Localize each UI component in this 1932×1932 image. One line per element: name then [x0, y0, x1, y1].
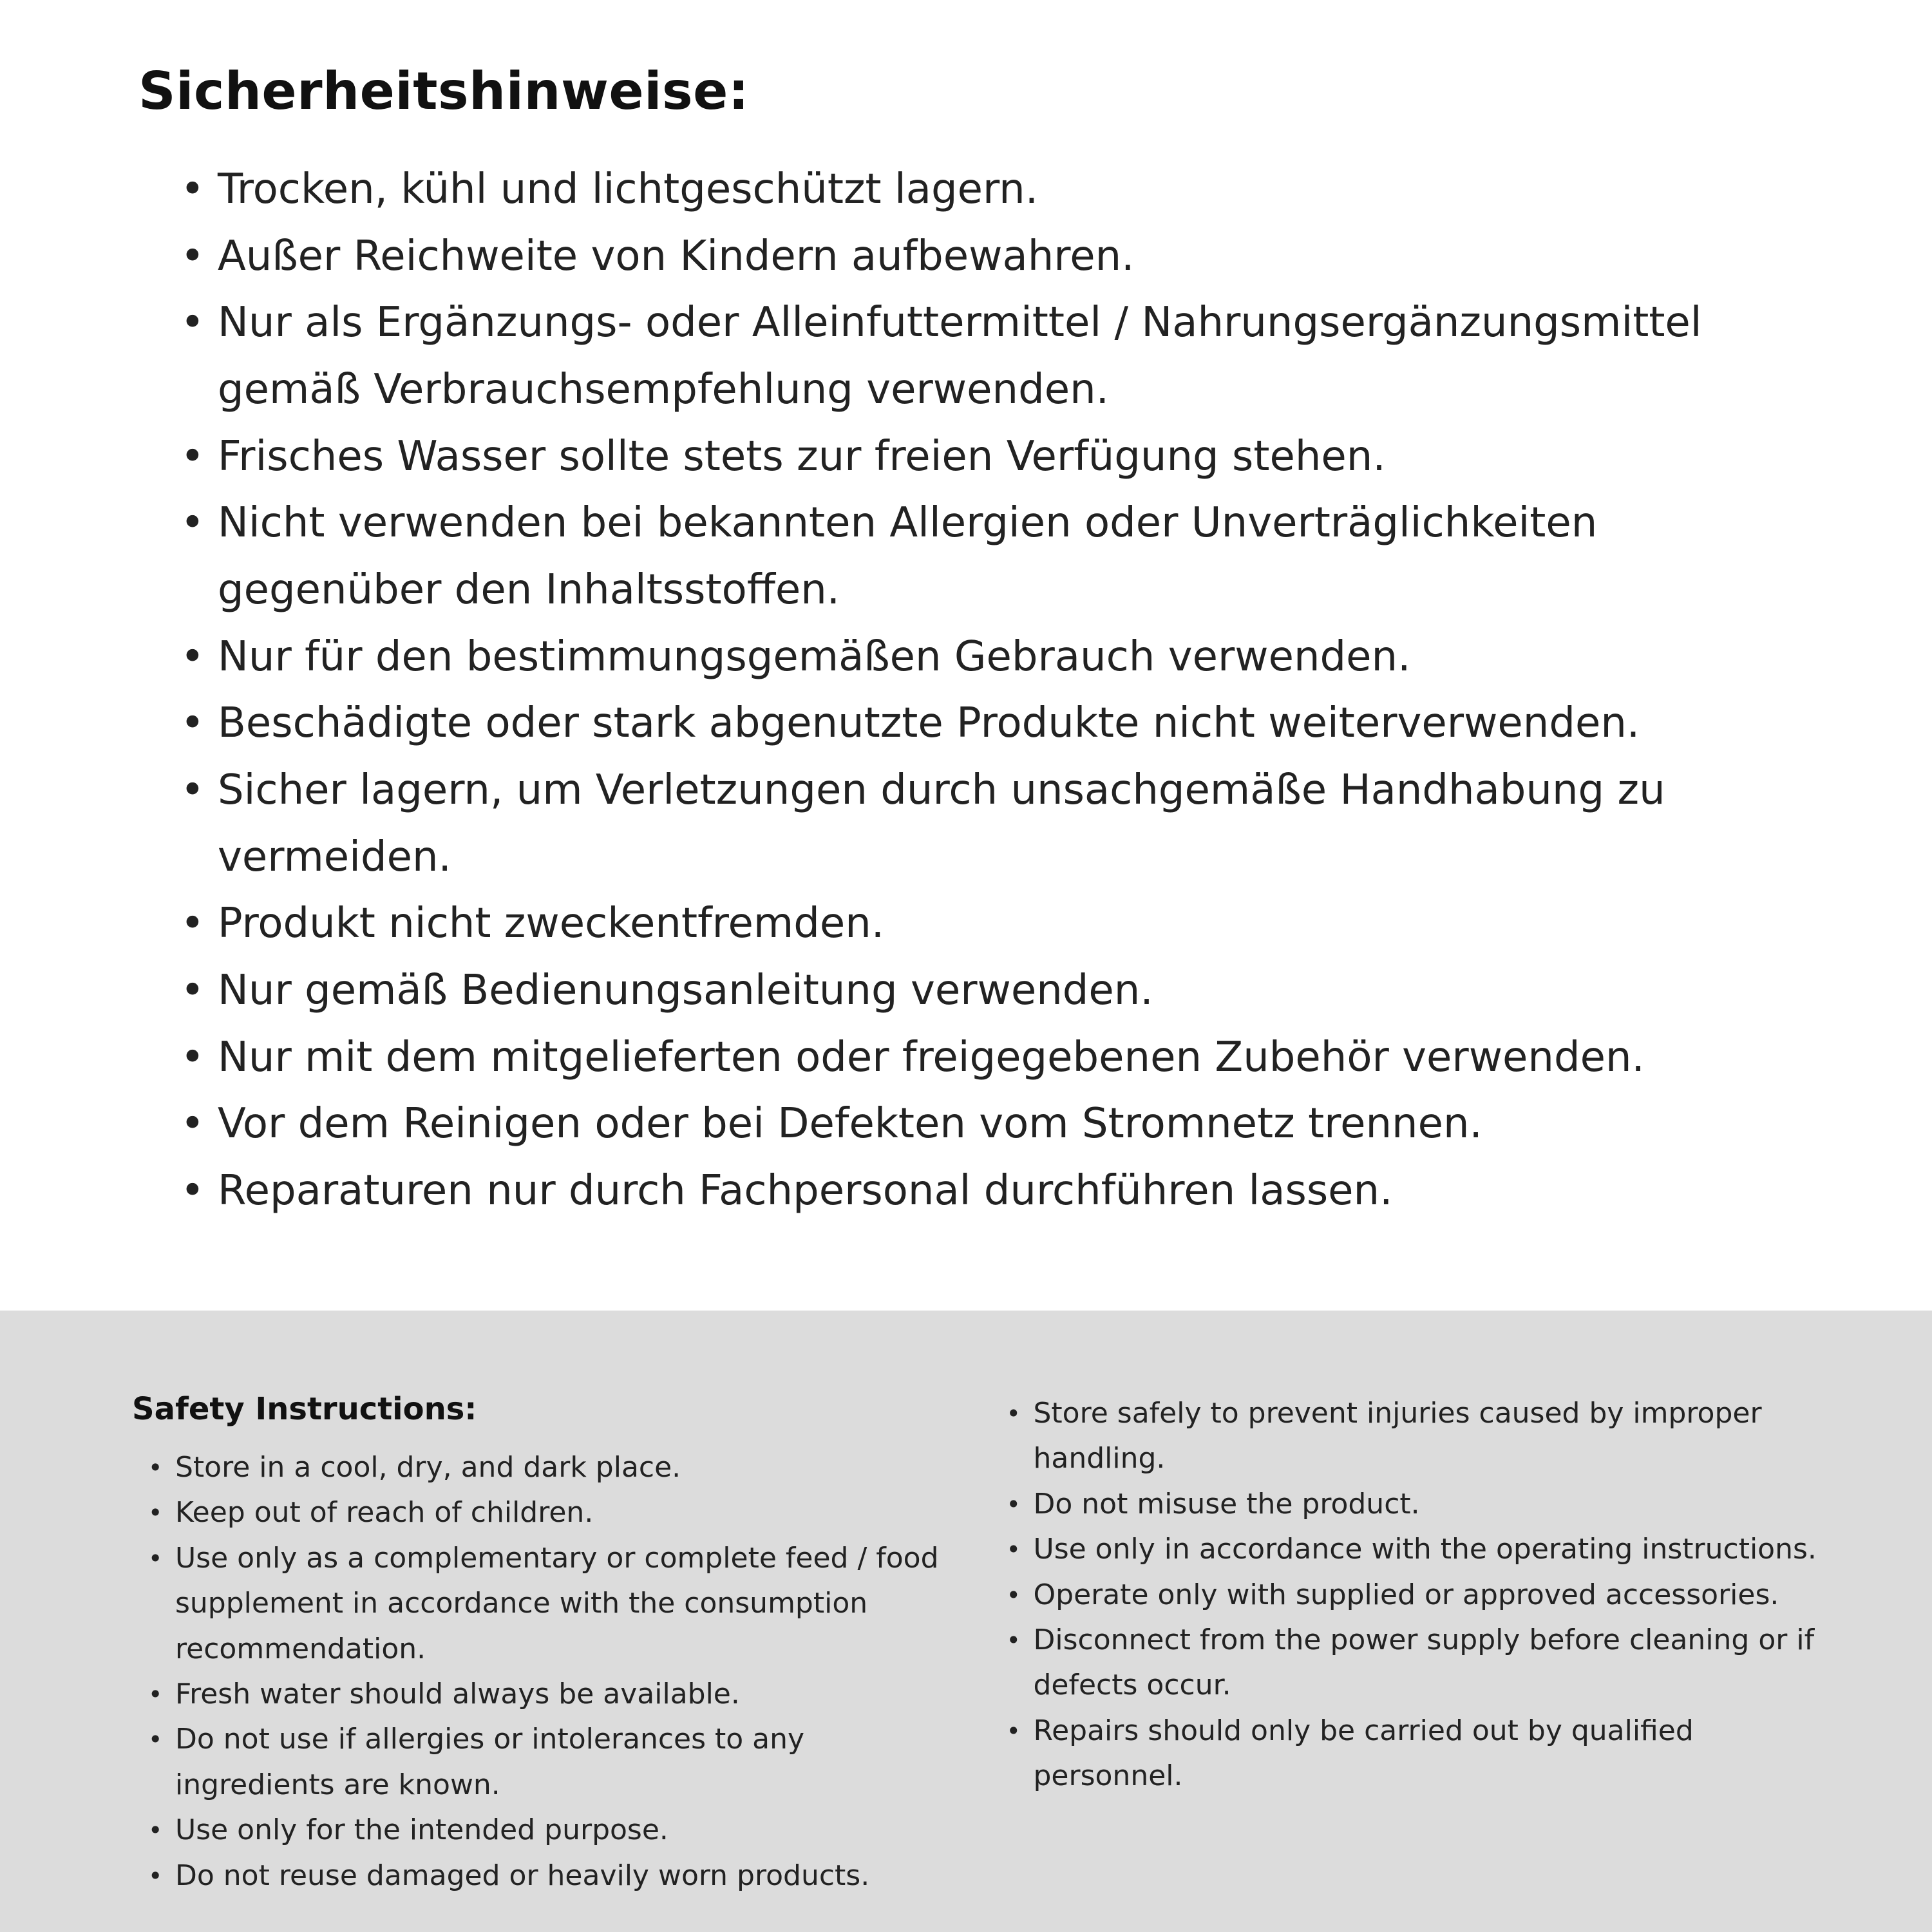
list-item: • Produkt nicht zweckentfremden.: [180, 891, 1816, 958]
list-item: • Store safely to prevent injuries caused by improper handling.: [1007, 1391, 1820, 1482]
list-item: • Frisches Wasser sollte stets zur freien Verfügung stehen.: [180, 424, 1816, 491]
list-item: • Beschädigte oder stark abgenutzte Produkte nicht weiterverwenden.: [180, 690, 1816, 757]
list-item: • Do not use if allergies or intolerances to any ingredients are known.: [148, 1717, 945, 1808]
list-item: • Nur als Ergänzungs- oder Alleinfuttermittel / Nahrungsergänzungsmittel gemäß Verbrauchsempfehlung verwenden.: [180, 290, 1816, 423]
list-item: • Store in a cool, dry, and dark place.: [148, 1445, 945, 1490]
english-safety-list-right: [1007, 1391, 1820, 1799]
list-item: • Nur mit dem mitgelieferten oder freigegebenen Zubehör verwenden.: [180, 1025, 1816, 1092]
list-item: • Reparaturen nur durch Fachpersonal durchführen lassen.: [180, 1158, 1816, 1225]
english-right-column: [1007, 1391, 1820, 1932]
list-item: • Disconnect from the power supply before cleaning or if defects occur.: [1007, 1618, 1820, 1709]
english-section-title: Safety Instructions:: [132, 1391, 477, 1427]
list-item: • Use only as a complementary or complete feed / food supplement in accordance with the consumption recommendation.: [148, 1536, 945, 1672]
english-left-column: [132, 1391, 945, 1932]
list-item: • Use only for the intended purpose.: [148, 1808, 945, 1853]
english-safety-section: [0, 1311, 1932, 1932]
english-safety-list-left: [132, 1445, 945, 1899]
german-section-title: Sicherheitshinweise:: [138, 61, 750, 121]
list-item: • Nicht verwenden bei bekannten Allergien oder Unverträglichkeiten gegenüber den Inhaltsstoffen.: [180, 490, 1816, 623]
list-item: • Sicher lagern, um Verletzungen durch unsachgemäße Handhabung zu vermeiden.: [180, 757, 1816, 891]
list-item: • Nur für den bestimmungsgemäßen Gebrauch verwenden.: [180, 624, 1816, 691]
german-safety-list: [138, 156, 1816, 1225]
list-item: • Vor dem Reinigen oder bei Defekten vom Stromnetz trennen.: [180, 1091, 1816, 1158]
list-item: • Trocken, kühl und lichtgeschützt lagern.: [180, 156, 1816, 223]
list-item: • Keep out of reach of children.: [148, 1490, 945, 1535]
list-item: • Operate only with supplied or approved accessories.: [1007, 1573, 1820, 1618]
list-item: • Use only in accordance with the operating instructions.: [1007, 1527, 1820, 1572]
list-item: • Fresh water should always be available.: [148, 1672, 945, 1717]
list-item: • Do not reuse damaged or heavily worn products.: [148, 1853, 945, 1899]
list-item: • Außer Reichweite von Kindern aufbewahren.: [180, 223, 1816, 290]
list-item: • Repairs should only be carried out by qualified personnel.: [1007, 1709, 1820, 1799]
list-item: • Do not misuse the product.: [1007, 1482, 1820, 1527]
list-item: • Nur gemäß Bedienungsanleitung verwenden.: [180, 958, 1816, 1025]
